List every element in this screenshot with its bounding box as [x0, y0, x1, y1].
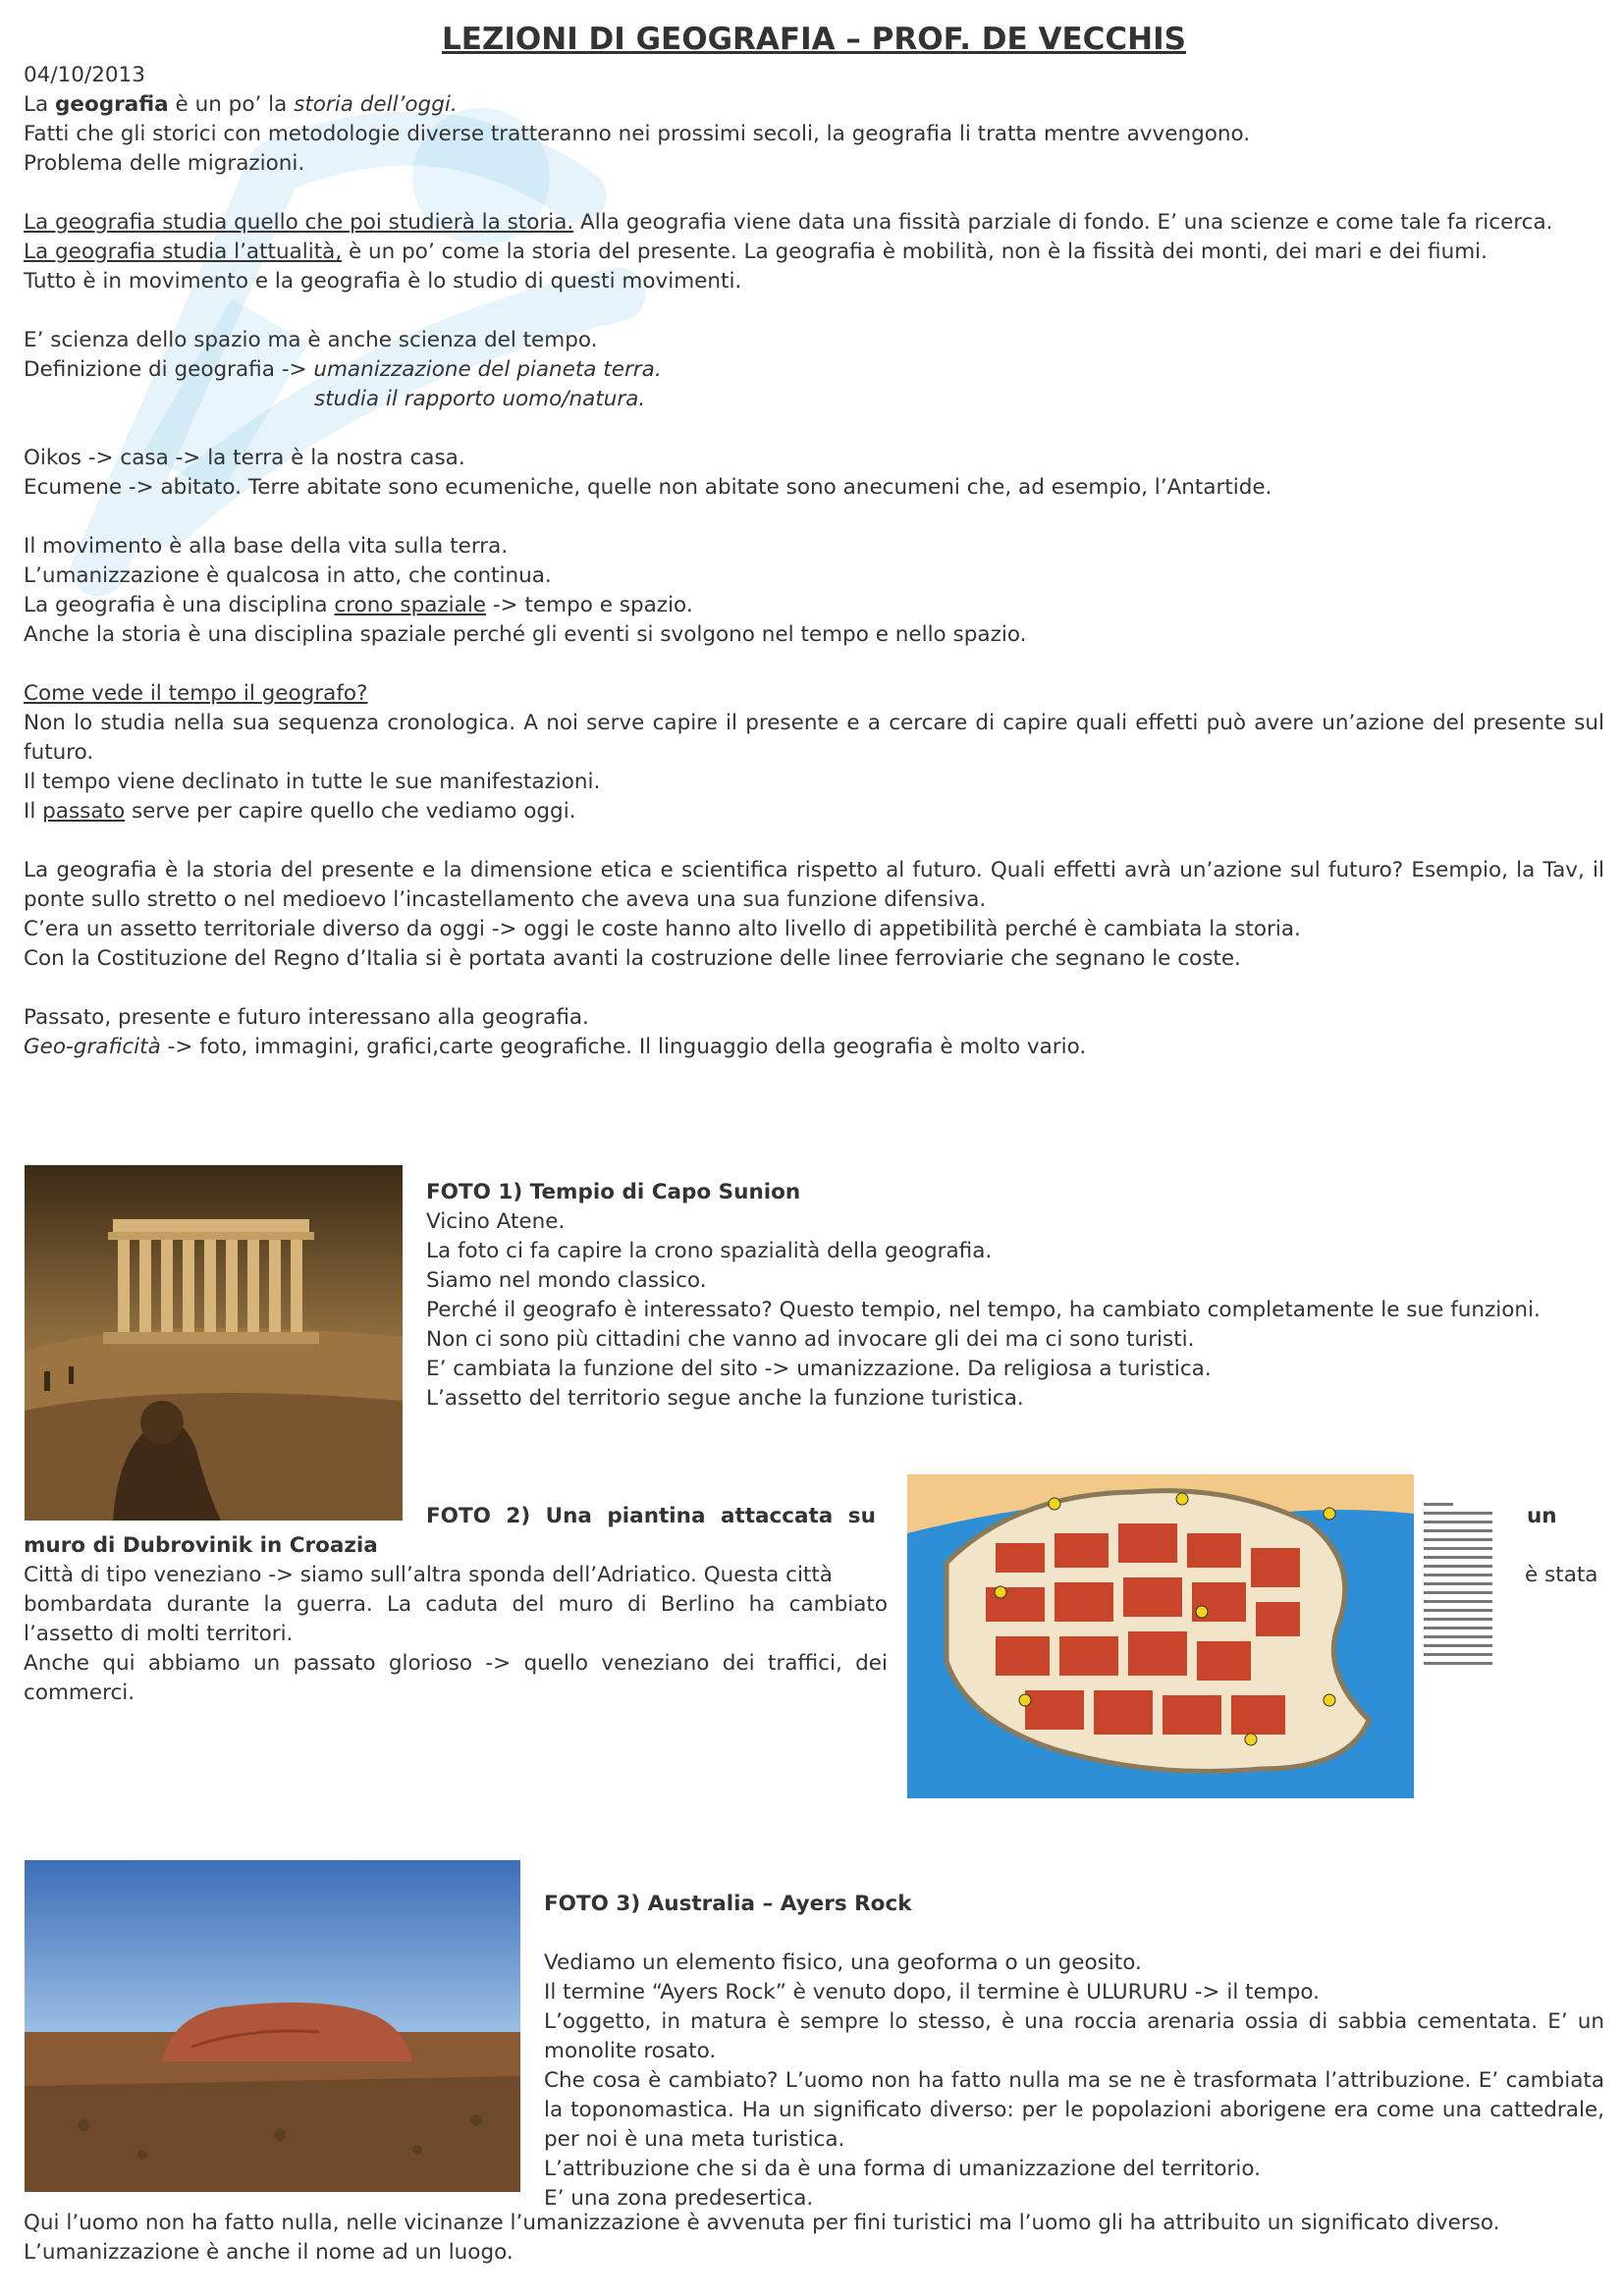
foto2-line-1: Città di tipo veneziano -> siamo sull’altra sponda dell’Adriatico. Questa città — [24, 1563, 833, 1587]
movimento-2: L’umanizzazione è qualcosa in atto, che continua. — [24, 563, 552, 588]
section-heading-tempo: Come vede il tempo il geografo? — [24, 681, 368, 706]
date: 04/10/2013 — [24, 63, 145, 87]
presente-3: Con la Costituzione del Regno d’Italia si è portata avanti la costruzione delle linee ferroviarie che segnano le coste. — [24, 946, 1241, 971]
intro-line-3: Problema delle migrazioni. — [24, 151, 305, 176]
foto2-line-2: bombardata durante la guerra. La caduta del muro di Berlino ha cambiato l’assetto di molti territori. — [24, 1592, 888, 1646]
foto1-line: Vicino Atene. — [426, 1209, 566, 1234]
foto3-line: Che cosa è cambiato? L’uomo non ha fatto nulla ma se ne è trasformata l’attribuzione. E’ cambiata la toponomastica. Ha un significato diverso: per le popolazioni aborigene era come una cattedrale, per noi è una meta turistica. — [544, 2068, 1604, 2152]
foto2-heading-cont: muro di Dubrovinik in Croazia — [24, 1533, 378, 1558]
intro-line-2: Fatti che gli storici con metodologie diverse tratteranno nei prossimi secoli, la geografia li tratta mentre avvengono. — [24, 122, 1251, 146]
foto2-heading-left: FOTO 2) Una piantina attaccata su — [426, 1504, 876, 1528]
foto1-heading: FOTO 1) Tempio di Capo Sunion — [426, 1180, 801, 1204]
foto3-tail — [24, 2209, 1604, 2268]
page-title: LEZIONI DI GEOGRAFIA – PROF. DE VECCHIS — [441, 22, 1186, 57]
document-page — [24, 20, 1604, 1062]
foto1-line: La foto ci fa capire la crono spazialità della geografia. — [426, 1239, 993, 1263]
tempo-3: Il passato serve per capire quello che vediamo oggi. — [24, 799, 576, 824]
foto3-text — [544, 1890, 1604, 2214]
photo-temple-sunion — [25, 1165, 403, 1521]
paragraph-movimenti: Tutto è in movimento e la geografia è lo studio di questi movimenti. — [24, 269, 742, 294]
paragraph-attualita: La geografia studia l’attualità, è un po’ come la storia del presente. La geografia è mobilità, non è la fissità dei monti, dei mari e dei fiumi. — [24, 240, 1488, 264]
foto2-heading-right: un — [1527, 1504, 1557, 1528]
map-dubrovnik — [907, 1474, 1414, 1798]
movimento-3: La geografia è una disciplina crono spaziale -> tempo e spazio. — [24, 593, 693, 617]
foto3-tail-1: Qui l’uomo non ha fatto nulla, nelle vicinanze l’umanizzazione è avvenuta per fini turistici ma l’uomo gli ha attribuito un significato diverso. — [24, 2211, 1500, 2235]
foto2-text — [24, 1531, 888, 1708]
foto2-tail: è stata — [1525, 1563, 1598, 1587]
passato-presente: Passato, presente e futuro interessano alla geografia. — [24, 1005, 589, 1030]
foto1-line: Siamo nel mondo classico. — [426, 1268, 707, 1293]
foto3-line: L’attribuzione che si da è una forma di umanizzazione del territorio. — [544, 2157, 1261, 2181]
tempo-2: Il tempo viene declinato in tutte le sue manifestazioni. — [24, 770, 601, 794]
foto3-line: Il termine “Ayers Rock” è venuto dopo, il termine è ULURURU -> il tempo. — [544, 1980, 1321, 2004]
foto3-heading: FOTO 3) Australia – Ayers Rock — [544, 1892, 912, 1916]
paragraph-storia: La geografia studia quello che poi studierà la storia. Alla geografia viene data una fissità parziale di fondo. E’ una scienze e come tale fa ricerca. — [24, 210, 1553, 235]
foto3-line: E’ una zona predesertica. — [544, 2186, 814, 2211]
foto3-line: Vediamo un elemento fisico, una geoforma o un geosito. — [544, 1950, 1142, 1975]
foto1-line: L’assetto del territorio segue anche la funzione turistica. — [426, 1386, 1024, 1411]
ecumene: Ecumene -> abitato. Terre abitate sono ecumeniche, quelle non abitate sono anecumeni che, ad esempio, l’Antartide. — [24, 475, 1272, 500]
foto1-line: E’ cambiata la funzione del sito -> umanizzazione. Da religiosa a turistica. — [426, 1357, 1212, 1381]
movimento-4: Anche la storia è una disciplina spaziale perché gli eventi si svolgono nel tempo e nello spazio. — [24, 622, 1027, 647]
definizione: Definizione di geografia -> umanizzazione del pianeta terra. — [24, 357, 662, 382]
foto3-tail-2: L’umanizzazione è anche il nome ad un luogo. — [24, 2240, 514, 2265]
foto1-line: Non ci sono più cittadini che vanno ad invocare gli dei ma ci sono turisti. — [426, 1327, 1195, 1352]
movimento-1: Il movimento è alla base della vita sulla terra. — [24, 534, 509, 559]
intro-line-1: La geografia è un po’ la storia dell’oggi. — [24, 92, 458, 117]
tempo-1: Non lo studia nella sua sequenza cronologica. A noi serve capire il presente e a cercare di capire quali effetti può avere un’azione del presente sul futuro. — [24, 711, 1604, 765]
foto1-text — [426, 1178, 1595, 1414]
foto1-line: Perché il geografo è interessato? Questo tempio, nel tempo, ha cambiato completamente le sue funzioni. — [426, 1298, 1541, 1322]
scienza-spazio: E’ scienza dello spazio ma è anche scienza del tempo. — [24, 328, 598, 352]
photo-ayers-rock — [25, 1860, 520, 2192]
foto2-line-3: Anche qui abbiamo un passato glorioso -> quello veneziano dei traffici, dei commerci. — [24, 1651, 888, 1705]
presente-2: C’era un assetto territoriale diverso da oggi -> oggi le coste hanno alto livello di appetibilità perché è cambiata la storia. — [24, 917, 1301, 941]
definizione-2: studia il rapporto uomo/natura. — [314, 387, 646, 411]
presente-1: La geografia è la storia del presente e la dimensione etica e scientifica rispetto al futuro. Quali effetti avrà un’azione sul futuro? Esempio, la Tav, il ponte sullo stretto o nel medioevo l’incastellamento che aveva una sua funzione difensiva. — [24, 858, 1604, 912]
map-legend — [1424, 1497, 1492, 1674]
oikos: Oikos -> casa -> la terra è la nostra casa. — [24, 446, 465, 470]
geo-graficita: Geo-graficità -> foto, immagini, grafici,carte geografiche. Il linguaggio della geografia è molto vario. — [24, 1035, 1087, 1059]
foto3-line: L’oggetto, in matura è sempre lo stesso, è una roccia arenaria ossia di sabbia cementata. E’ un monolite rosato. — [544, 2009, 1604, 2063]
